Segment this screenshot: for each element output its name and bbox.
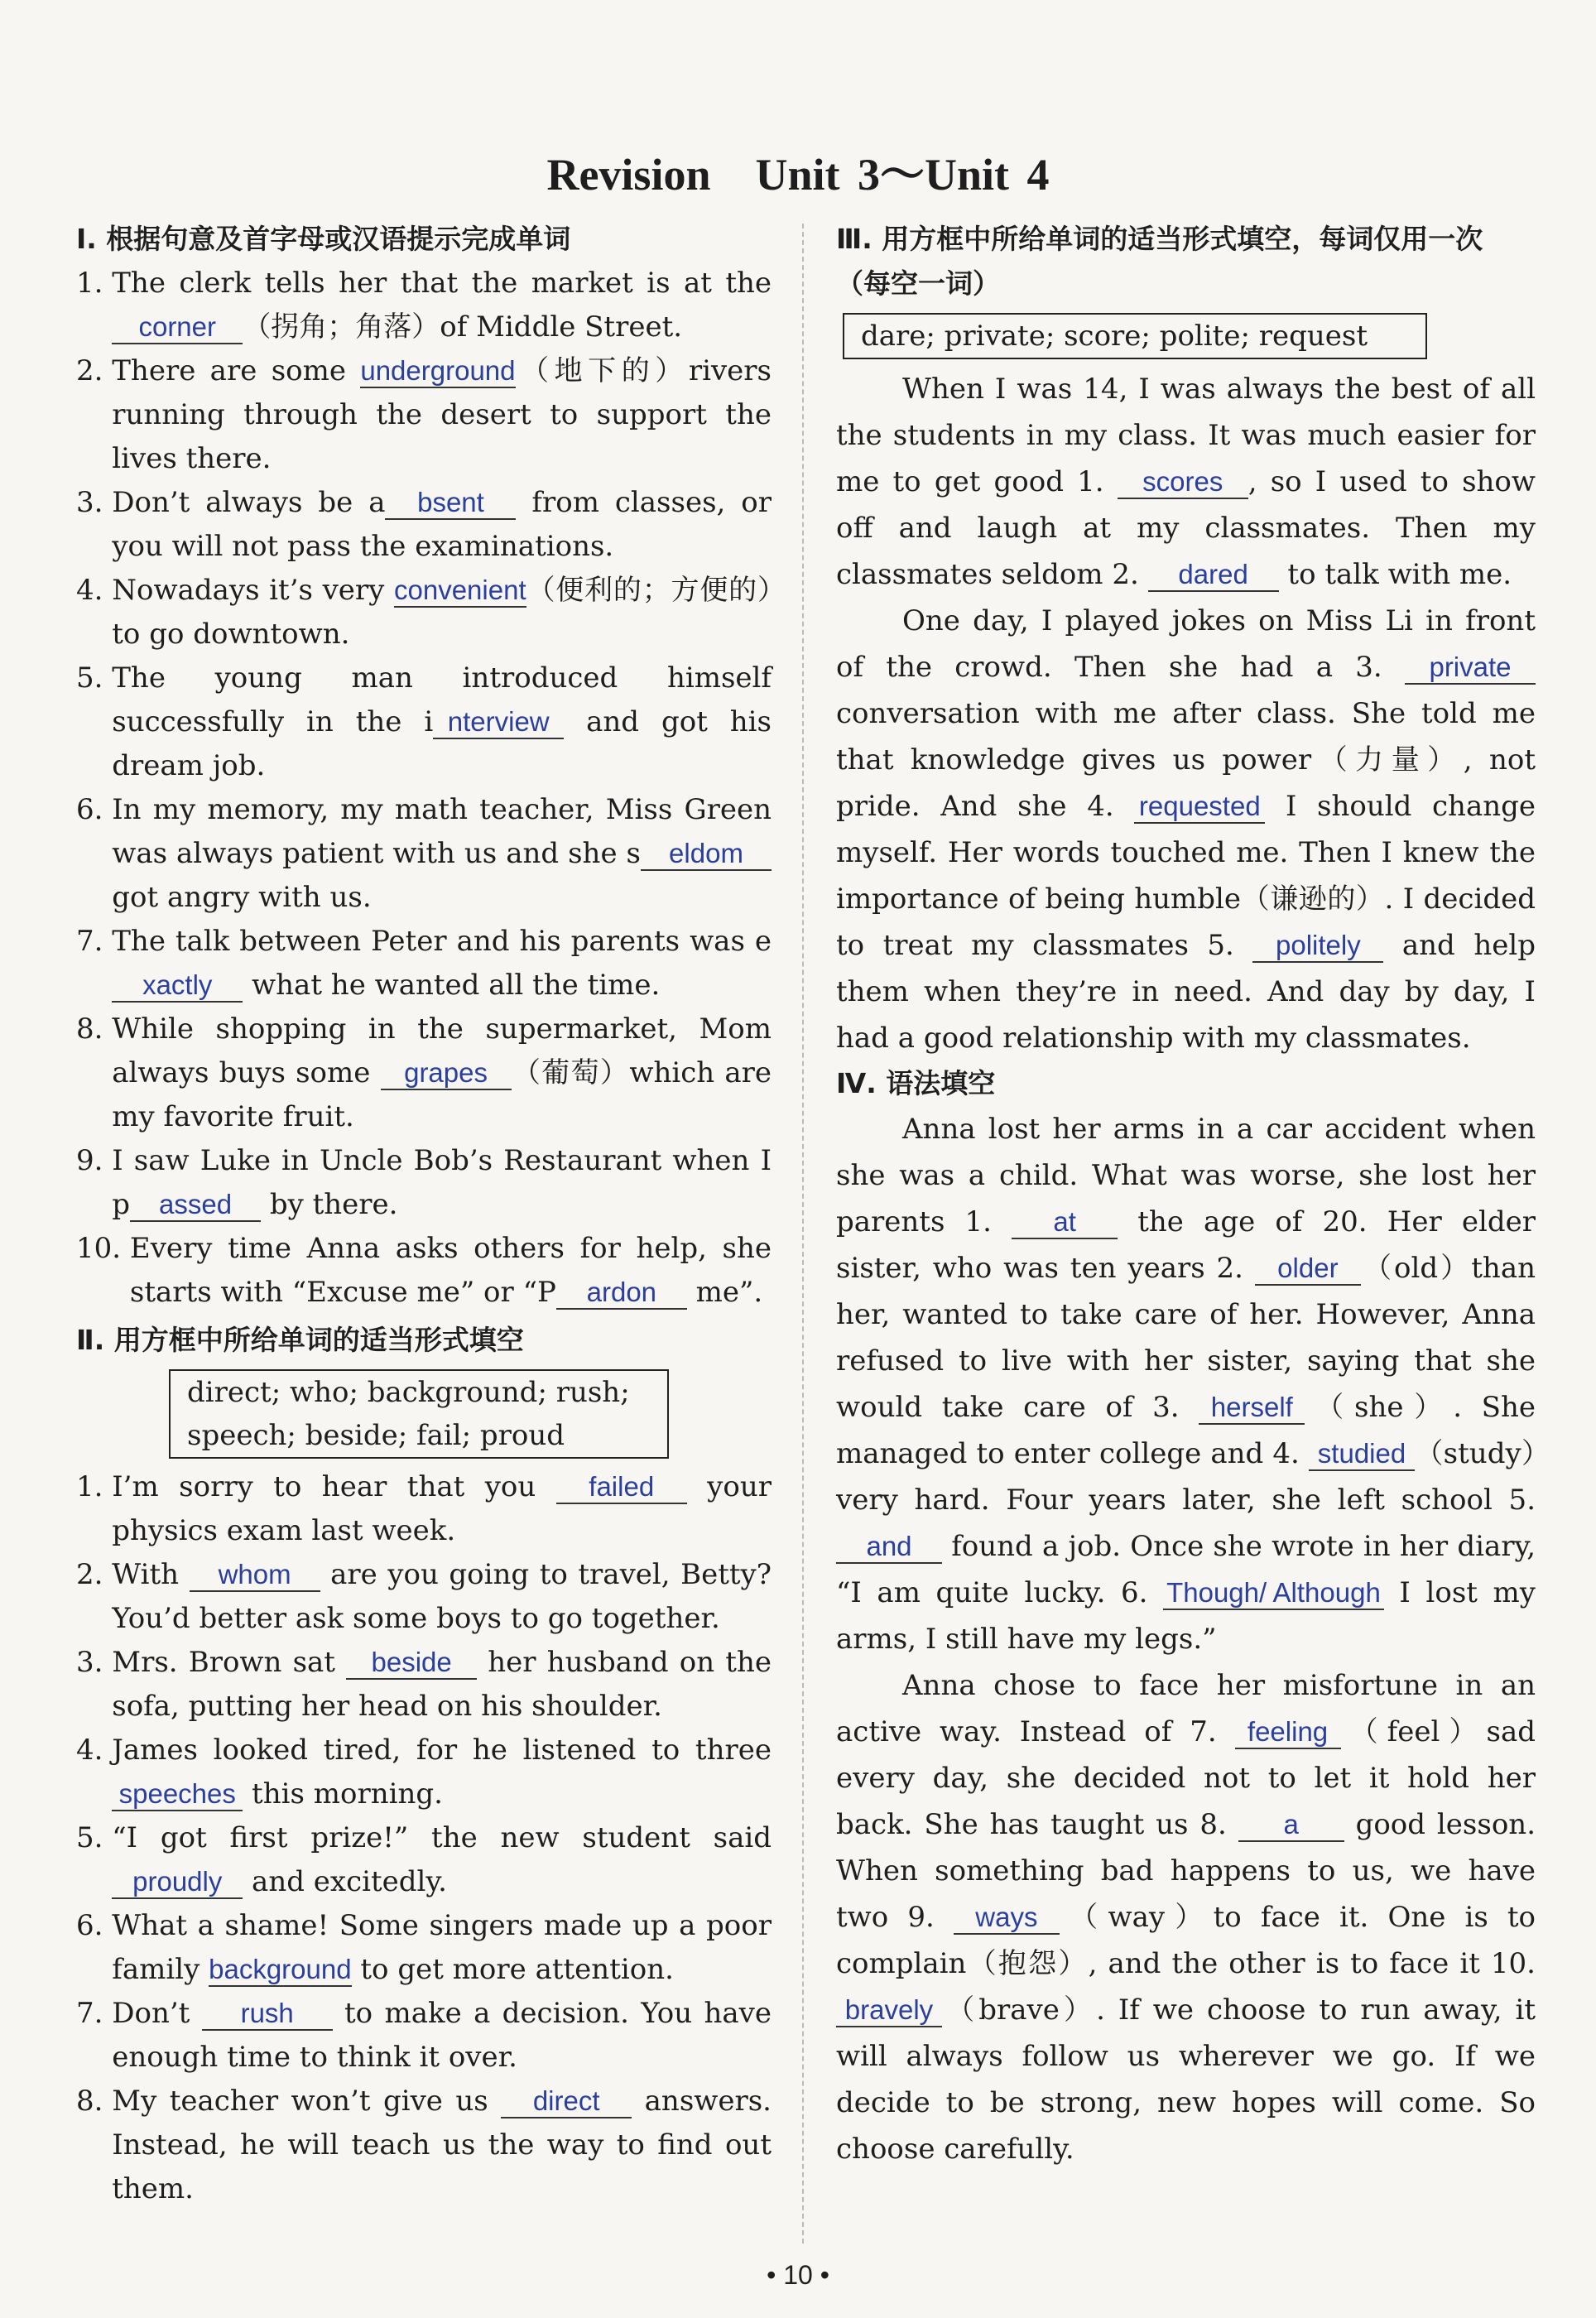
question-text-before: “I got first prize!” the new student said	[112, 1821, 772, 1854]
passage-text: to talk with me.	[1278, 558, 1512, 591]
question-item	[76, 920, 772, 1008]
right-column	[836, 217, 1536, 2172]
answer-blank[interactable]: whom	[190, 1559, 320, 1592]
answer-blank[interactable]: failed	[556, 1471, 687, 1504]
passage-text: , so I used to show off and laugh at my classmates. Then my classmates seldom 2.	[836, 465, 1536, 591]
question-text-before: The young man introduced himself successfully in the i	[112, 661, 772, 738]
section1-list	[76, 262, 772, 1315]
question-number: 4.	[76, 574, 113, 607]
question-item	[76, 569, 772, 656]
passage-text: （she）. She managed to enter college and 4.	[836, 1391, 1536, 1470]
answer-blank[interactable]: private	[1405, 652, 1536, 685]
question-number: 3.	[76, 1646, 113, 1679]
question-text-after: what he wanted all the time.	[243, 969, 661, 1002]
question-number: 4.	[76, 1734, 113, 1767]
question-text	[112, 262, 772, 349]
answer-blank[interactable]: scores	[1118, 466, 1248, 499]
question-text	[112, 1816, 772, 1904]
question-item	[76, 1008, 772, 1139]
question-number: 7.	[76, 925, 113, 958]
section3-word-box: dare; private; score; polite; request	[843, 313, 1427, 359]
question-text-before: The talk between Peter and his parents was e	[112, 925, 772, 958]
question-text-before: Nowadays it’s very	[112, 574, 394, 607]
answer-blank[interactable]: ways	[954, 1902, 1060, 1935]
question-text-after: your physics exam last week.	[112, 1470, 772, 1547]
answer-blank[interactable]: corner	[112, 311, 243, 344]
passage-text: conversation with me after class. She told me that knowledge gives us power（力量）, not pride. And she 4.	[836, 697, 1536, 823]
question-text-after: answers. Instead, he will teach us the way to find out them.	[112, 2085, 772, 2205]
question-text-after: from classes, or you will not pass the examinations.	[112, 486, 772, 563]
question-item	[76, 1816, 772, 1904]
answer-blank[interactable]: eldom	[641, 838, 772, 871]
answer-blank[interactable]: background	[209, 1954, 351, 1987]
answer-blank[interactable]: bsent	[385, 487, 516, 520]
section3-heading: Ⅲ. 用方框中所给单词的适当形式填空，每词仅用一次（每空一词）	[836, 223, 1483, 300]
question-text-before: In my memory, my math teacher, Miss Green was always patient with us and she s	[112, 793, 772, 870]
passage-text: （brave）. If we choose to run away, it will always follow us wherever we go. If we decide to be strong, new hopes will come. So choose carefully.	[836, 1993, 1536, 2166]
answer-blank[interactable]: Though/ Although	[1163, 1577, 1384, 1610]
question-number: 10.	[76, 1232, 130, 1265]
question-text	[112, 2080, 772, 2211]
page-title: Revision Unit 3～Unit 4	[546, 150, 1050, 200]
passage-text: When I was 14, I was always the best of all the students in my class. It was much easier for me to get good 1.	[836, 373, 1536, 498]
question-item	[76, 262, 772, 349]
question-number: 8.	[76, 2085, 113, 2118]
question-text-before: My teacher won’t give us	[112, 2085, 502, 2118]
answer-blank[interactable]: beside	[346, 1647, 477, 1680]
question-item	[76, 1729, 772, 1816]
question-number: 7.	[76, 1997, 113, 2030]
question-item	[76, 1992, 772, 2080]
answer-blank[interactable]: feeling	[1235, 1716, 1341, 1749]
section2-list	[76, 1465, 772, 2211]
question-item	[76, 1553, 772, 1641]
question-text-after: got angry with us.	[112, 881, 372, 914]
passage-text: Anna lost her arms in a car accident when she was a child. What was worse, she lost her parents 1.	[836, 1113, 1536, 1238]
question-text-after: this morning.	[243, 1777, 443, 1811]
question-text-after: and got his dream job.	[112, 705, 772, 782]
section3-paragraph-1	[836, 366, 1536, 598]
question-text	[112, 1553, 772, 1641]
question-number: 5.	[76, 661, 113, 695]
question-text-after: to get more attention.	[351, 1953, 674, 1986]
question-text	[112, 1641, 772, 1729]
question-number: 5.	[76, 1821, 113, 1854]
answer-blank[interactable]: underground	[360, 355, 515, 388]
question-number: 1.	[76, 267, 113, 300]
word-box-line: direct; who; background; rush;	[187, 1376, 630, 1409]
answer-blank[interactable]: dared	[1148, 559, 1279, 592]
passage-text: found a job. Once she wrote in her diary, “I am quite lucky. 6.	[836, 1530, 1536, 1609]
answer-blank[interactable]: at	[1012, 1206, 1118, 1239]
question-text-after: （葡萄）which are my favorite fruit.	[112, 1056, 772, 1133]
question-item	[76, 481, 772, 569]
question-number: 3.	[76, 486, 113, 519]
answer-blank[interactable]: bravely	[836, 1994, 942, 2027]
answer-blank[interactable]: convenient	[394, 575, 526, 608]
question-text-before: Don’t	[112, 1997, 202, 2030]
question-text	[112, 1729, 772, 1816]
section3-paragraph-2	[836, 598, 1536, 1061]
answer-blank[interactable]: direct	[501, 2085, 632, 2118]
question-item	[76, 349, 772, 481]
answer-blank[interactable]: nterview	[433, 706, 564, 739]
question-text	[112, 349, 772, 481]
question-text-before: Every time Anna asks others for help, she starts with “Excuse me” or “P	[129, 1232, 772, 1309]
question-text-before: I saw Luke in Uncle Bob’s Restaurant when I p	[112, 1144, 772, 1221]
word-box-line: speech; beside; fail; proud	[187, 1419, 565, 1452]
question-text-before: What a shame! Some singers made up a poor family	[112, 1909, 772, 1986]
question-item	[76, 656, 772, 788]
question-text	[112, 656, 772, 788]
answer-blank[interactable]: herself	[1199, 1392, 1305, 1425]
question-number: 2.	[76, 354, 113, 387]
question-text-after: and excitedly.	[243, 1865, 447, 1898]
question-number: 6.	[76, 1909, 113, 1942]
passage-text: Anna chose to face her misfortune in an active way. Instead of 7.	[836, 1669, 1536, 1748]
question-text-before: The clerk tells her that the market is at the	[112, 267, 772, 300]
question-text-after: （便利的；方便的）to go downtown.	[112, 574, 772, 651]
question-item	[76, 1227, 772, 1315]
question-text-before: Don’t always be a	[112, 486, 386, 519]
section4-paragraph-2	[836, 1662, 1536, 2172]
question-item	[76, 1465, 772, 1553]
question-number: 2.	[76, 1558, 113, 1591]
section2-heading: Ⅱ. 用方框中所给单词的适当形式填空	[76, 1324, 524, 1356]
left-column	[76, 217, 772, 2211]
passage-text: the age of 20. Her elder sister, who was ten years 2.	[836, 1205, 1536, 1285]
answer-blank[interactable]: rush	[202, 1998, 333, 2031]
column-divider	[802, 224, 804, 2243]
question-item	[76, 788, 772, 920]
answer-blank[interactable]: requested	[1134, 791, 1265, 824]
passage-text: and help them when they’re in need. And day by day, I had a good relationship with my classmates.	[836, 929, 1536, 1055]
question-text	[112, 920, 772, 1008]
answer-blank[interactable]: xactly	[112, 969, 243, 1003]
question-number: 6.	[76, 793, 113, 826]
question-text-before: I’m sorry to hear that you	[112, 1470, 556, 1503]
passage-text: I lost my arms, I still have my legs.”	[836, 1576, 1536, 1656]
question-item	[76, 1641, 772, 1729]
passage-text: （way）to face it. One is to complain（抱怨）, and the other is to face it 10.	[836, 1901, 1536, 1980]
answer-blank[interactable]: politely	[1252, 930, 1383, 963]
question-text-after: her husband on the sofa, putting her head on his shoulder.	[112, 1646, 772, 1723]
answer-blank[interactable]: grapes	[381, 1057, 512, 1090]
question-text	[112, 1904, 772, 1992]
section4-paragraph-1	[836, 1106, 1536, 1662]
passage-text: One day, I played jokes on Miss Li in front of the crowd. Then she had a 3.	[836, 604, 1536, 684]
answer-blank[interactable]: assed	[130, 1189, 261, 1222]
page-number: • 10 •	[767, 2260, 829, 2290]
question-number: 9.	[76, 1144, 113, 1177]
question-item	[76, 1139, 772, 1227]
question-text-after: by there.	[261, 1188, 398, 1221]
question-text-before: With	[112, 1558, 190, 1591]
answer-blank[interactable]: proudly	[112, 1866, 243, 1899]
question-text-before: There are some	[112, 354, 361, 387]
answer-blank[interactable]: ardon	[556, 1277, 687, 1310]
question-text-after: are you going to travel, Betty? You’d better ask some boys to go together.	[112, 1558, 772, 1635]
question-text	[112, 569, 772, 656]
question-text	[112, 1465, 772, 1553]
answer-blank[interactable]: speeches	[112, 1778, 243, 1811]
question-number: 8.	[76, 1012, 113, 1046]
question-text	[112, 1992, 772, 2080]
section2-word-box	[169, 1369, 669, 1459]
passage-text: （feel）sad every day, she decided not to let it hold her back. She has taught us 8.	[836, 1715, 1536, 1841]
question-text-before: Mrs. Brown sat	[112, 1646, 347, 1679]
passage-text: （study）very hard. Four years later, she left school 5.	[836, 1437, 1536, 1517]
question-text-before: James looked tired, for he listened to three	[112, 1734, 772, 1767]
question-item	[76, 1904, 772, 1992]
question-text	[130, 1227, 772, 1315]
passage-text: （old）than her, wanted to take care of her. However, Anna refused to live with her sister, saying that she would take care of 3.	[836, 1252, 1536, 1424]
question-text-after: me”.	[686, 1276, 763, 1309]
question-text-after: （地下的）rivers running through the desert to support the lives there.	[112, 354, 772, 475]
question-text-after: to make a decision. You have enough time to think it over.	[112, 1997, 772, 2074]
section1-heading: Ⅰ. 根据句意及首字母或汉语提示完成单词	[76, 223, 571, 255]
passage-text: good lesson. When something bad happens to us, we have two 9.	[836, 1808, 1536, 1934]
answer-blank[interactable]: a	[1238, 1809, 1344, 1842]
question-text-after: （拐角；角落）of Middle Street.	[243, 310, 683, 344]
answer-blank[interactable]: studied	[1309, 1438, 1415, 1471]
answer-blank[interactable]: and	[836, 1531, 942, 1564]
question-text	[112, 1008, 772, 1139]
question-item	[76, 2080, 772, 2211]
question-number: 1.	[76, 1470, 113, 1503]
passage-text: I should change myself. Her words touched me. Then I knew the importance of being humble（谦逊的）. I decided to treat my classmates 5.	[836, 790, 1536, 962]
answer-blank[interactable]: older	[1255, 1253, 1361, 1286]
question-text-before: While shopping in the supermarket, Mom always buys some	[112, 1012, 772, 1089]
question-text	[112, 788, 772, 920]
section4-heading: Ⅳ. 语法填空	[836, 1067, 996, 1099]
question-text	[112, 481, 772, 569]
question-text	[112, 1139, 772, 1227]
